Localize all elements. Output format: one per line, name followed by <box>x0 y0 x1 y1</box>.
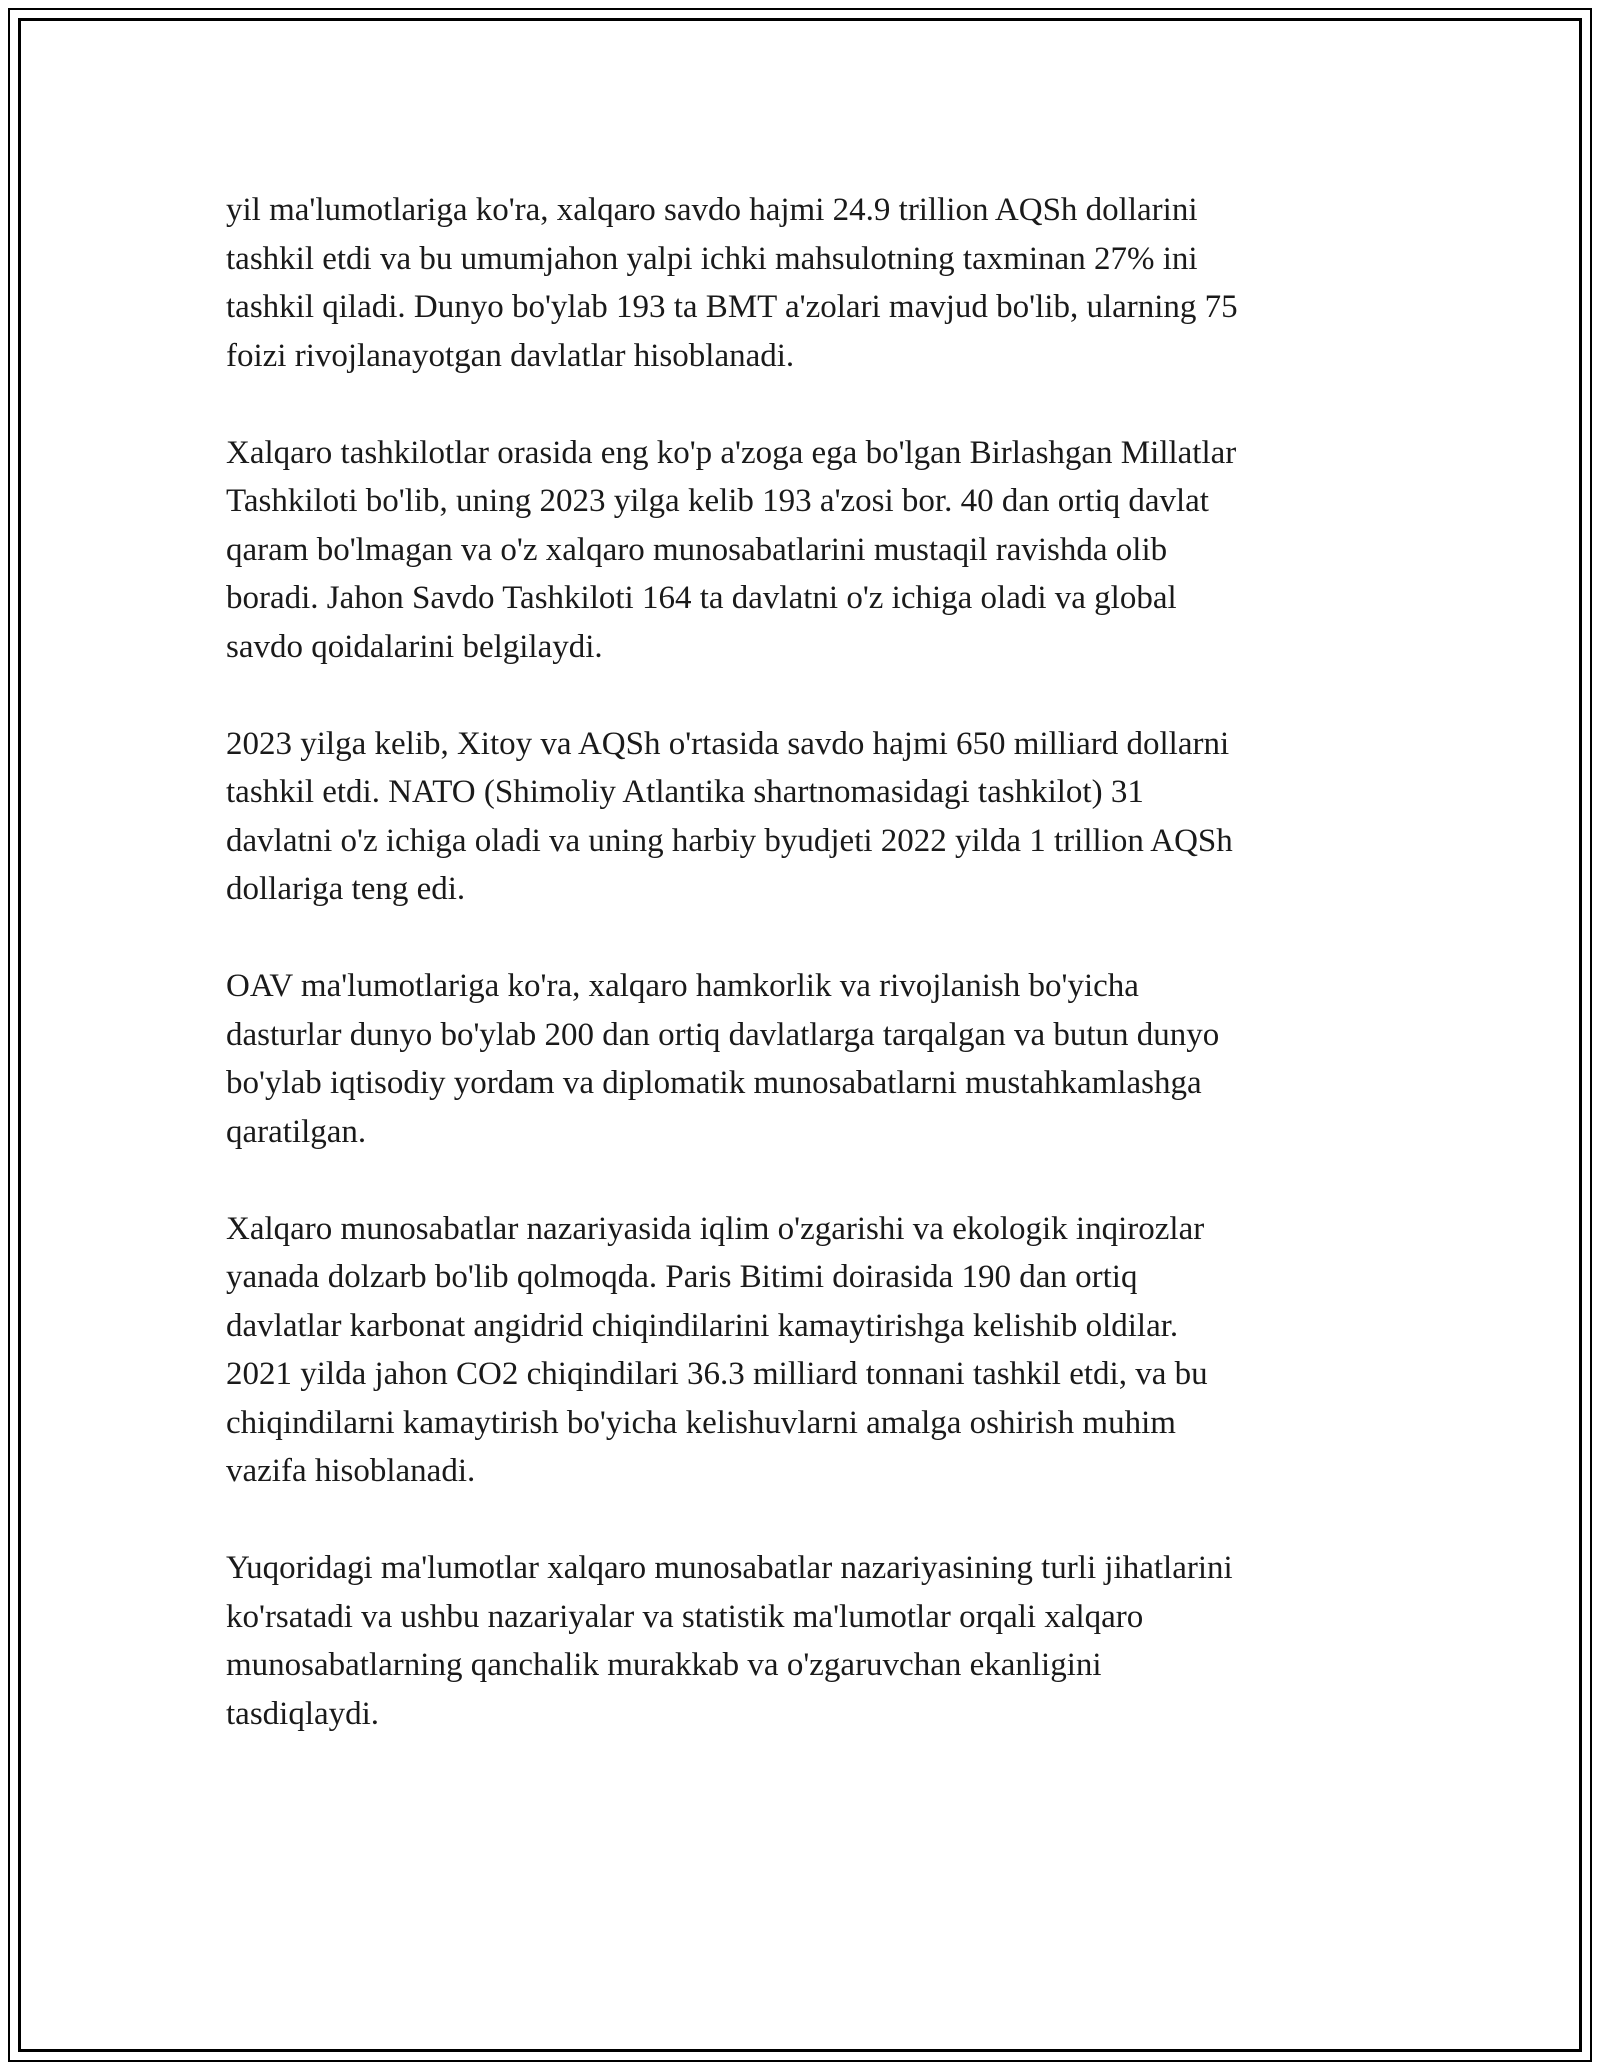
document-body <box>226 186 1386 1787</box>
paragraph-conclusion: Yuqoridagi ma'lumotlar xalqaro munosabatlar nazariyasining turli jihatlarini ko'rsatadi va ushbu nazariyalar va statistik ma'lumotlar orqali xalqaro munosabatlarning qanchalik murakkab va o'zgaruvchan ekanligini tasdiqlaydi. <box>226 1550 1233 1732</box>
paragraph-climate-change: Xalqaro munosabatlar nazariyasida iqlim o'zgarishi va ekologik inqirozlar yanada dolzarb bo'lib qolmoqda. Paris Bitimi doirasida 190 dan ortiq davlatlar karbonat angidrid chiqindilarini kamaytirishga kelishib oldilar. 2021 yilda jahon CO2 chiqindilari 36.3 milliard tonnani tashkil etdi, va bu chiqindilarni kamaytirish bo'yicha kelishuvlarni amalga oshirish muhim vazifa hisoblanadi. <box>226 1210 1208 1489</box>
paragraph-international-organizations: Xalqaro tashkilotlar orasida eng ko'p a'zoga ega bo'lgan Birlashgan Millatlar Tashkiloti bo'lib, uning 2023 yilga kelib 193 a'zosi bor. 40 dan ortiq davlat qaram bo'lmagan va o'z xalqaro munosabatlarini mustaqil ravishda olib boradi. Jahon Savdo Tashkiloti 164 ta davlatni o'z ichiga oladi va global savdo qoidalarini belgilaydi. <box>226 434 1237 665</box>
paragraph-trade-volume: yil ma'lumotlariga ko'ra, xalqaro savdo hajmi 24.9 trillion AQSh dollarini tashkil etdi va bu umumjahon yalpi ichki mahsulotning taxminan 27% ini tashkil qiladi. Dunyo bo'ylab 193 ta BMT a'zolari mavjud bo'lib, ularning 75 foizi rivojlanayotgan davlatlar hisoblanadi. <box>226 192 1238 374</box>
paragraph-cooperation-programs: OAV ma'lumotlariga ko'ra, xalqaro hamkorlik va rivojlanish bo'yicha dasturlar dunyo bo'ylab 200 dan ortiq davlatlarga tarqalgan va butun dunyo bo'ylab iqtisodiy yordam va diplomatik munosabatlarni mustahkamlashga qaratilgan. <box>226 968 1220 1150</box>
paragraph-china-usa-nato: 2023 yilga kelib, Xitoy va AQSh o'rtasida savdo hajmi 650 milliard dollarni tashkil etdi. NATO (Shimoliy Atlantika shartnomasidagi tashkilot) 31 davlatni o'z ichiga oladi va uning harbiy byudjeti 2022 yilda 1 trillion AQSh dollariga teng edi. <box>226 725 1233 907</box>
